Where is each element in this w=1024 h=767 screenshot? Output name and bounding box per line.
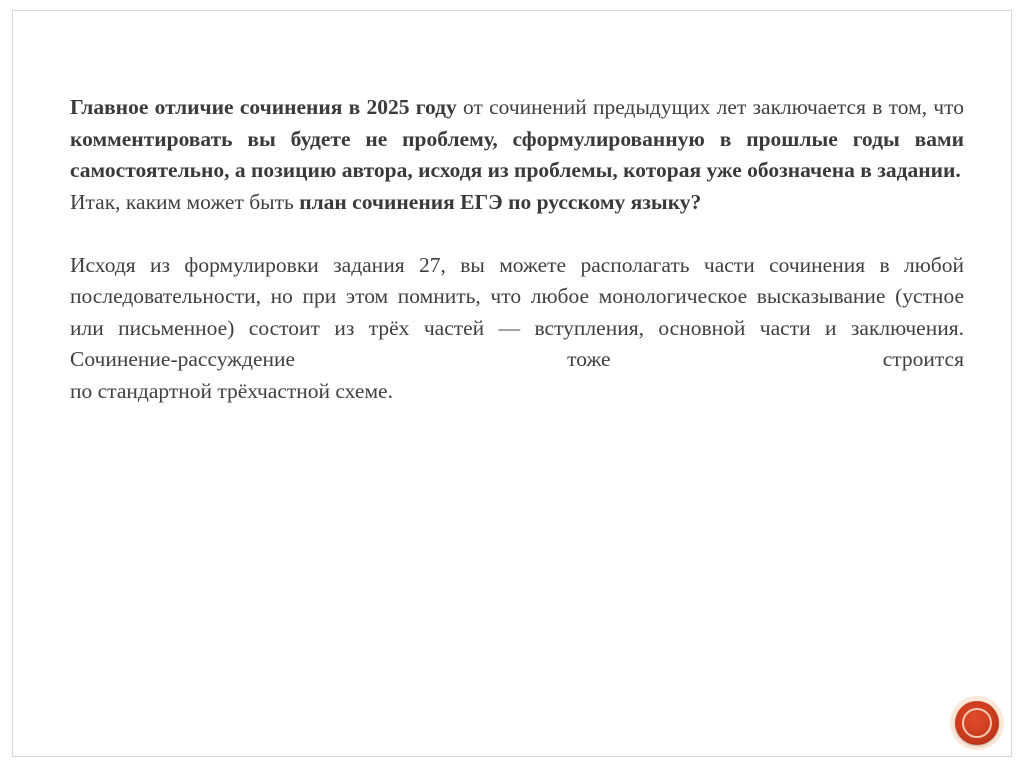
circle-nav-inner-ring: [962, 708, 992, 738]
bold-text: Главное отличие сочинения в 2025 году: [70, 95, 457, 119]
plain-text: от сочинений предыдущих лет заключается в том, что: [456, 95, 964, 119]
paragraph-structure-end: по стандартной трёхчастной схеме.: [70, 378, 393, 403]
bold-text: план сочинения ЕГЭ по русскому языку?: [299, 189, 702, 214]
slide-body-text: [70, 92, 964, 407]
paragraph-spacer: [70, 218, 964, 250]
paragraph-plan-question: [70, 187, 964, 219]
slide-nav-button[interactable]: [950, 696, 1004, 750]
bold-text: комментировать вы будете не проблему, сформулированную в прошлые годы вами самостоятельно, а позицию автора, исходя из проблемы, которая уже обозначена в задании.: [70, 126, 964, 182]
circle-nav-icon: [955, 701, 999, 745]
paragraph-structure: Исходя из формулировки задания 27, вы можете располагать части сочинения в любой последовательности, но при этом помнить, что любое монологическое высказывание (устное или письменное) состоит из трёх частей — вступления, основной части и заключения. Сочинение-рассуждение тоже строится: [70, 252, 964, 371]
plain-text: Итак, каким может быть: [70, 189, 300, 214]
paragraph-main-difference: [70, 92, 964, 187]
